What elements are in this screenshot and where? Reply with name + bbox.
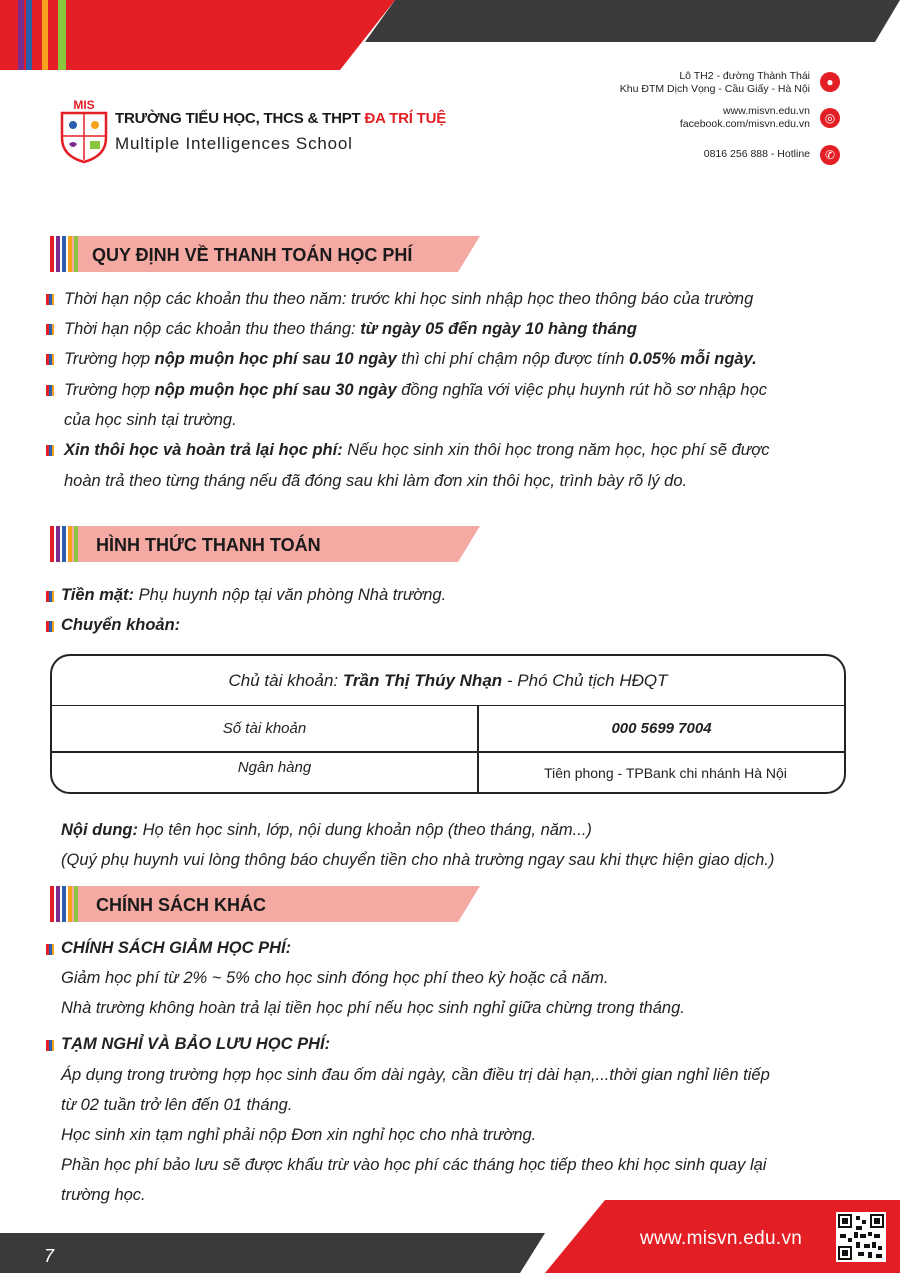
suspend-line-1: Áp dụng trong trường hợp học sinh đau ốm dài ngày, cần điều trị dài hạn,...thời gian nghỉ liên tiếp	[61, 1066, 770, 1084]
bullet-icon	[46, 621, 54, 632]
bullet-icon	[46, 294, 54, 305]
transfer-note: (Quý phụ huynh vui lòng thông báo chuyển tiền cho nhà trường ngay sau khi thực hiện giao dịch.)	[61, 851, 775, 869]
rule-line-3: Trường hợp nộp muộn học phí sau 10 ngày thì chi phí chậm nộp được tính 0.05% mỗi ngày.	[64, 350, 757, 368]
section-title: QUY ĐỊNH VỀ THANH TOÁN HỌC PHÍ	[92, 245, 413, 265]
bullet-icon	[46, 354, 54, 365]
rule-line-4: Trường hợp nộp muộn học phí sau 30 ngày đồng nghĩa với việc phụ huynh rút hồ sơ nhập học	[64, 381, 768, 399]
hotline: 0816 256 888 - Hotline	[703, 148, 810, 160]
account-number-value: 000 5699 7004	[611, 720, 712, 737]
footer-website-link[interactable]: www.misvn.edu.vn	[640, 1228, 803, 1249]
suspend-line-3: Học sinh xin tạm nghỉ phải nộp Đơn xin nghỉ học cho nhà trường.	[61, 1126, 537, 1144]
web-links	[680, 105, 810, 131]
transfer-content: Nội dung: Họ tên học sinh, lớp, nội dung khoản nộp (theo tháng, năm...)	[61, 821, 592, 839]
school-logo	[58, 98, 110, 164]
suspend-line-4: Phần học phí bảo lưu sẽ được khấu trừ vào học phí các tháng học tiếp theo khi học sinh quay lại	[61, 1156, 767, 1174]
suspend-line-5: trường học.	[61, 1186, 146, 1204]
bank-label: Ngân hàng	[237, 759, 312, 776]
location-icon: ●	[820, 72, 840, 92]
svg-text:MIS: MIS	[73, 98, 95, 112]
facebook-link[interactable]: facebook.com/misvn.edu.vn	[679, 118, 810, 130]
page-number: 7	[44, 1246, 55, 1266]
school-name-en: Multiple Intelligences School	[115, 134, 353, 153]
bank-value: Tiên phong - TPBank chi nhánh Hà Nội	[544, 765, 787, 781]
discount-line-2: Nhà trường không hoàn trả lại tiền học phí nếu học sinh nghỉ giữa chừng trong tháng.	[61, 999, 685, 1017]
phone-icon: ✆	[820, 145, 840, 165]
discount-line-1: Giảm học phí từ 2% ~ 5% cho học sinh đóng học phí theo kỳ hoặc cả năm.	[61, 969, 609, 987]
cash-line: Tiền mặt: Phụ huynh nộp tại văn phòng Nhà trường.	[61, 586, 447, 604]
rule-line-5: Xin thôi học và hoàn trả lại học phí: Nếu học sinh xin thôi học trong năm học, học phí sẽ được	[64, 441, 770, 459]
top-banner	[0, 0, 900, 70]
suspend-heading: TẠM NGHỈ VÀ BẢO LƯU HỌC PHÍ:	[61, 1035, 331, 1053]
globe-icon: ◎	[820, 108, 840, 128]
section-header-payment-rules	[50, 236, 480, 272]
school-name: TRƯỜNG TIỂU HỌC, THCS & THPT ĐA TRÍ TUỆ	[115, 110, 447, 127]
transfer-line: Chuyển khoản:	[61, 616, 181, 634]
address: Lô TH2 - đường Thành Thái Khu ĐTM Dịch Vọng - Cầu Giấy - Hà Nội	[619, 70, 810, 95]
bullet-icon	[46, 324, 54, 335]
suspend-line-2: từ 02 tuần trở lên đến 01 tháng.	[61, 1096, 293, 1114]
account-number-label: Số tài khoản	[222, 720, 307, 737]
rule-line-5-cont: hoàn trả theo từng tháng nếu đã đóng sau khi làm đơn xin thôi học, trình bày rõ lý do.	[64, 472, 688, 490]
website-link[interactable]: www.misvn.edu.vn	[723, 105, 810, 117]
bank-account-table	[50, 654, 846, 794]
rule-line-1: Thời hạn nộp các khoản thu theo năm: trước khi học sinh nhập học theo thông báo của trường	[64, 290, 754, 308]
discount-heading: CHÍNH SÁCH GIẢM HỌC PHÍ:	[61, 939, 292, 957]
bullet-icon	[46, 944, 54, 955]
bullet-icon	[46, 1040, 54, 1051]
rule-line-2: Thời hạn nộp các khoản thu theo tháng: từ ngày 05 đến ngày 10 hàng tháng	[64, 320, 637, 338]
section-title: CHÍNH SÁCH KHÁC	[96, 895, 266, 915]
account-owner: Chủ tài khoản: Trần Thị Thúy Nhạn - Phó Chủ tịch HĐQT	[52, 656, 844, 706]
bullet-icon	[46, 445, 54, 456]
section-header-payment-methods	[50, 526, 480, 562]
section-header-other-policies	[50, 886, 480, 922]
section-title: HÌNH THỨC THANH TOÁN	[96, 535, 321, 555]
bullet-icon	[46, 591, 54, 602]
qr-code-icon	[836, 1212, 886, 1262]
rule-line-4-cont: của học sinh tại trường.	[64, 411, 237, 429]
bullet-icon	[46, 385, 54, 396]
